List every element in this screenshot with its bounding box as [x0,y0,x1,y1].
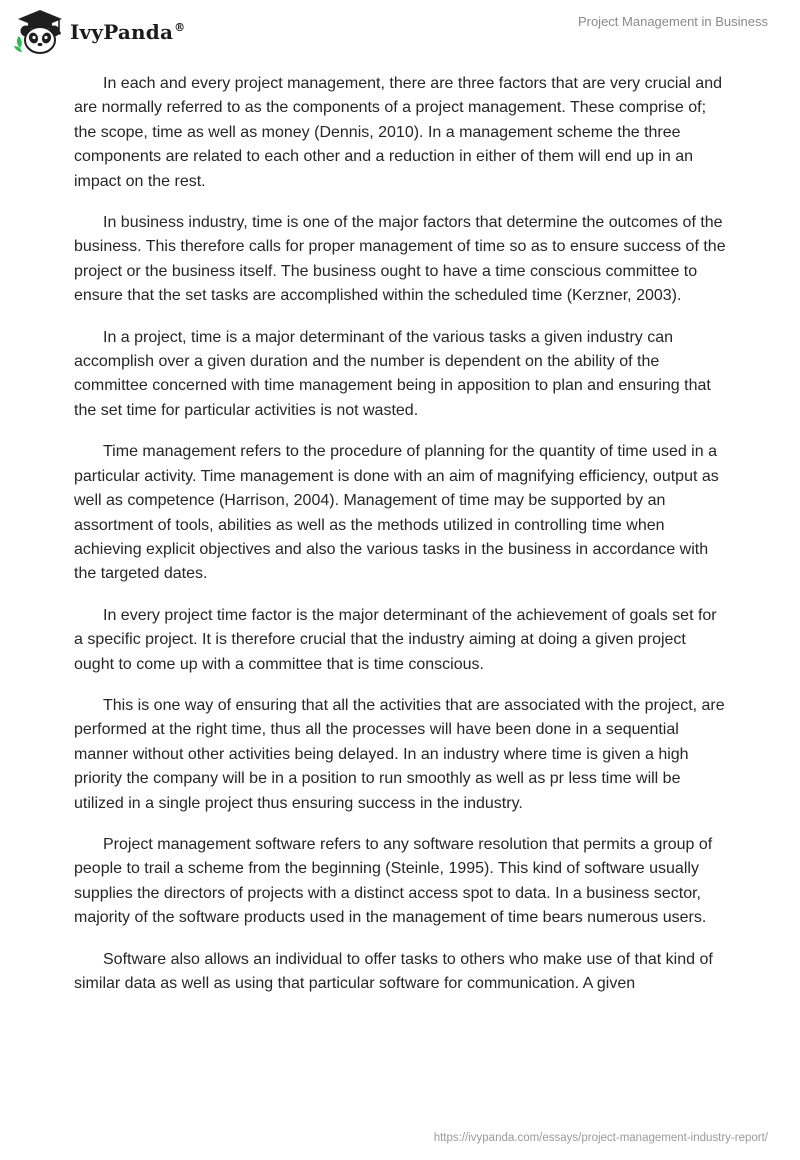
page-header [0,0,800,60]
paragraph: In business industry, time is one of the major factors that determine the outcomes of the business. This therefore calls for proper management of time so as to ensure success of the project or the business itself. The business ought to have a time conscious committee to ensure that the set tasks are accomplished within the scheduled time (Kerzner, 2003). [74,214,726,305]
paragraph: In a project, time is a major determinant of the various tasks a given industry can accomplish over a given duration and the number is dependent on the ability of the committee concerned with time management being in apposition to plan and ensuring that the set time for particular activities is not wasted. [74,328,711,419]
ivypanda-logo[interactable] [14,8,185,56]
panda-graduate-icon [14,8,66,56]
paragraph: In every project time factor is the major determinant of the achievement of goals set for a specific project. It is therefore crucial that the industry aiming at doing a given project ought to come up with a committee that is time conscious. [74,606,717,673]
paragraph: In each and every project management, there are three factors that are very crucial and are normally referred to as the components of a project management. These comprise of; the scope, time as well as money (Dennis, 2010). In a management scheme the three components are related to each other and a reduction in either of them will end up in an impact on the rest. [74,75,722,190]
essay-body [74,72,728,1013]
source-url-link[interactable]: https://ivypanda.com/essays/project-management-industry-report/ [433,1132,768,1144]
paragraph: This is one way of ensuring that all the activities that are associated with the project, are performed at the right time, thus all the processes will have been done in a sequential manner without other activities being delayed. In an industry where time is given a high priority the company will be in a position to run smoothly as well as pr less time will be utilized in a single project thus ensuring success in the industry. [74,696,725,812]
brand-name-text: IvyPanda [70,20,174,44]
paragraph: Time management refers to the procedure of planning for the quantity of time used in a particular activity. Time management is done with an aim of magnifying efficiency, output as well as competence (Harrison, 2004). Management of time may be supported by an assortment of tools, abilities as well as the methods utilized in controlling time when achieving explicit objectives and also the various tasks in the business in accordance with the targeted dates. [74,443,719,583]
brand-name [70,20,185,44]
paragraph: Software also allows an individual to offer tasks to others who make use of that kind of similar data as well as using that particular software for communication. A given [74,950,713,992]
document-title: Project Management in Business [577,14,768,29]
registered-mark: ® [174,21,186,34]
paragraph: Project management software refers to any software resolution that permits a group of people to trail a scheme from the beginning (Steinle, 1995). This kind of software usually supplies the directors of projects with a distinct access spot to data. In a business sector, majority of the software products used in the management of time bears numerous users. [74,835,713,927]
